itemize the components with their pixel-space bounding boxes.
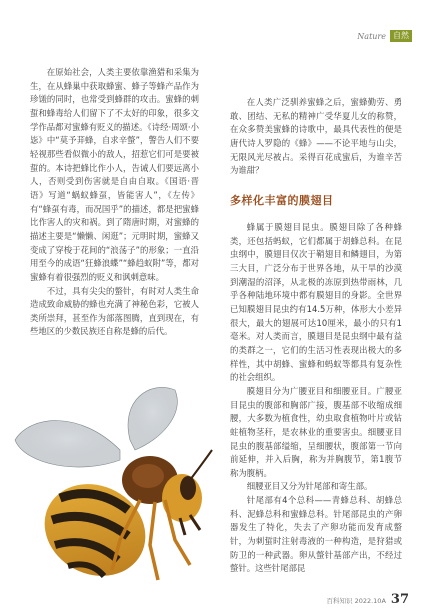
right-column [230,221,402,576]
hornet-illustration [0,380,215,595]
paragraph: 膜翅目分为广腰亚目和细腰亚目。广腰亚目昆虫的腹部和胸部广接，腹基部不收缩成细腰，大多数为植食性，幼虫取食植物叶片或钻蛀植物茎秆，是农林业的重要害虫。细腰亚目昆虫的腹基部缢缩，呈细腰状，腹部第一节向前延伸，并入后胸，称为并胸腹节，第1腹节称为腹柄。 [230,385,402,478]
left-column [30,66,199,339]
paragraph: 针尾部有4个总科——青蜂总科、胡蜂总科、泥蜂总科和蜜蜂总科。针尾部昆虫的产卵器发生了特化，失去了产卵功能而发育成螫针，为刺蜇时注射毒液的一种构造，是狩猎或防卫的一种武器。卵从螫针基部产出，不经过螫针。这些针尾部昆 [230,495,402,574]
paragraph: 在人类广泛驯养蜜蜂之后，蜜蜂勤劳、勇敢、团结、无私的精神广受华夏儿女的称赞，在众多赞美蜜蜂的诗歌中，最具代表性的便是唐代诗人罗隐的《蜂》——不论平地与山尖，无限风光尽被占。采得百花成蜜后，为谁辛苦为谁甜？ [230,97,402,176]
paragraph: 在原始社会，人类主要依靠渔猎和采集为生，在从蜂巢中获取蜂蜜、蜂子等蜂产品作为珍馐的同时，也常受到蜂群的攻击。蜜蜂的刺蜇和蜂毒给人们留下了不太好的印象，很多文学作品都对蜜蜂有贬义的描述。《诗经·周颂·小毖》中“莫予荓蜂，自求辛螫”，警告人们不要轻视那些看似微小的敌人，招惹它们可是要被蜇的。本诗把蜂比作小人，告诫人们要远离小人，否则受到伤害就是自由自取。《国语·晋语》写道“蜗蚁蜂虿，皆能害人”，《左传》有“蜂虿有毒，而况国乎”的描述，都是把蜜蜂比作害人的灾和祸。到了隋唐时期，对蜜蜂的描述主要是“懒懒、闲逛”；元明时期，蜜蜂又变成了穿梭于花间的“浪荡子”的形象；一直沿用至今的成语“狂蜂浪蝶”“蜂趋蚁附”等，都对蜜蜂有着很强烈的贬义和讽刺意味。 [30,67,199,282]
section-tag: 自然 [390,30,412,42]
paragraph: 不过，具有尖尖的螫针，有时对人类生命造成致命威胁的蜂也充满了神秘色彩，它被人类所崇拜，甚至作为部落图腾，直到现在，有些地区的少数民族还自称是蜂的后代。 [30,285,199,337]
section-title: 多样化丰富的膜翅目 [230,194,334,207]
section-label-en: Nature [357,31,386,41]
page-footer [327,592,410,607]
page-number: 37 [390,592,409,607]
magazine-name: 百科知识 2022.10A [326,597,386,605]
right-intro-column [230,96,402,178]
paragraph: 细腰亚目又分为针尾部和寄生部。 [246,481,373,492]
paragraph: 蜂属于膜翅目昆虫。膜翅目除了各种蜂类，还包括蚂蚁，它们都属于胡蜂总科。在昆虫纲中，膜翅目仅次于鞘翅目和鳞翅目，为第三大目，广泛分布于世界各地，从干旱的沙漠到潮湿的沼泽，从北极的冻原到热带雨林，几乎各种陆地环境中都有膜翅目的身影。全世界已知膜翅目昆虫约有14.5万种，体形大小差异很大，最大的翅展可达10厘米，最小的只有1毫米。对人类而言，膜翅目是昆虫纲中最有益的类群之一，它们的生活习性表现出极大的多样性，其中胡蜂、蜜蜂和蚂蚁等都具有复杂性的社会组织。 [230,222,402,383]
section-header [357,30,412,42]
